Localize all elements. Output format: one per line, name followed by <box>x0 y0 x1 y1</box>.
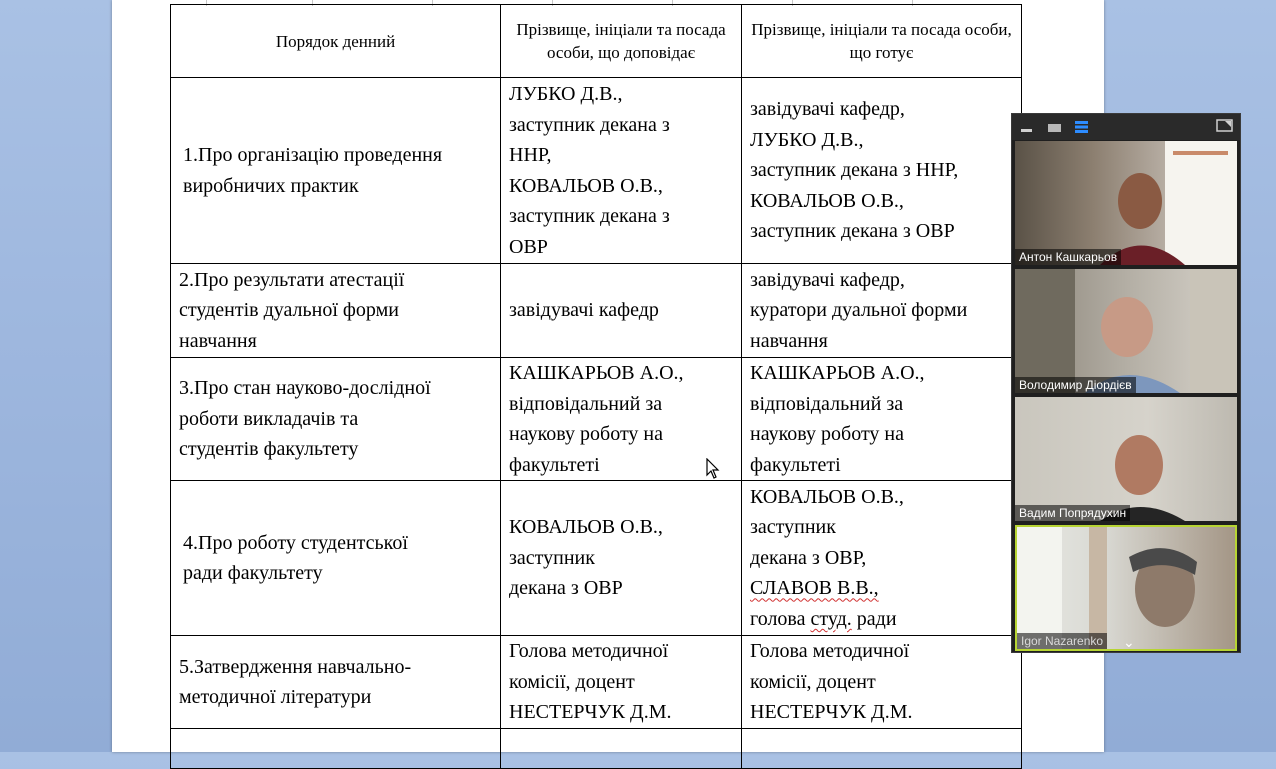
agenda-table <box>170 4 1022 769</box>
preparer-line: декана з ОВР, <box>750 546 867 569</box>
minimize-icon[interactable] <box>1020 123 1034 133</box>
preparer-cell[interactable] <box>742 481 1022 636</box>
participant-tile[interactable] <box>1015 397 1237 521</box>
preparer-line: КОВАЛЬОВ О.В., <box>750 485 904 508</box>
reporter-cell[interactable]: ЛУБКО Д.В., заступник декана з ННР, КОВАЛЬОВ О.В., заступник декана з ОВР <box>501 78 742 264</box>
participant-tile[interactable] <box>1015 141 1237 265</box>
reporter-cell[interactable]: КОВАЛЬОВ О.В., заступник декана з ОВР <box>501 481 742 636</box>
spellcheck-word: СЛАВОВ В.В., <box>750 577 879 600</box>
exit-minimized-icon[interactable] <box>1216 119 1234 133</box>
agenda-cell[interactable]: 4.Про роботу студентської ради факультету <box>171 481 501 636</box>
preparer-cell[interactable]: КАШКАРЬОВ А.О., відповідальний за наукову роботу на факультеті <box>742 358 1022 481</box>
reporter-cell[interactable]: КАШКАРЬОВ А.О., відповідальний за наукову роботу на факультеті <box>501 358 742 481</box>
gallery-toolbar <box>1012 114 1240 140</box>
preparer-line: заступник <box>750 516 836 539</box>
participant-video-icon <box>1015 269 1237 393</box>
single-view-icon[interactable] <box>1047 123 1063 133</box>
reporter-cell[interactable]: Голова методичної комісії, доцент НЕСТЕРЧУК Д.М. <box>501 636 742 729</box>
table-row <box>171 78 1022 264</box>
header-preparer[interactable]: Прізвище, ініціали та посада особи, що готує <box>742 5 1022 78</box>
gallery-view-icon[interactable] <box>1074 120 1090 134</box>
participant-video-icon <box>1015 141 1237 265</box>
preparer-line: голова студ. ради <box>750 607 897 630</box>
table-row <box>171 729 1022 769</box>
agenda-cell[interactable] <box>171 729 501 769</box>
reporter-cell[interactable] <box>501 729 742 769</box>
table-row <box>171 481 1022 636</box>
agenda-cell[interactable]: 5.Затвердження навчально- методичної літератури <box>171 636 501 729</box>
preparer-cell[interactable]: Голова методичної комісії, доцент НЕСТЕРЧУК Д.М. <box>742 636 1022 729</box>
table-row <box>171 636 1022 729</box>
agenda-cell[interactable]: 1.Про організацію проведення виробничих практик <box>171 78 501 264</box>
participant-name: Вадим Попрядухин <box>1015 505 1130 521</box>
header-reporter[interactable]: Прізвище, ініціали та посада особи, що доповідає <box>501 5 742 78</box>
reporter-cell[interactable]: завідувачі кафедр <box>501 264 742 358</box>
preparer-cell[interactable]: завідувачі кафедр, куратори дуальної форми навчання <box>742 264 1022 358</box>
document-page <box>112 0 1104 752</box>
table-header-row <box>171 5 1022 78</box>
participant-name: Igor Nazarenko <box>1017 633 1107 649</box>
preparer-cell[interactable]: завідувачі кафедр, ЛУБКО Д.В., заступник декана з ННР, КОВАЛЬОВ О.В., заступник декана з ОВР <box>742 78 1022 264</box>
participant-name: Володимир Діордієв <box>1015 377 1136 393</box>
mouse-cursor-icon <box>706 458 720 480</box>
header-agenda[interactable]: Порядок денний <box>171 5 501 78</box>
preparer-cell[interactable] <box>742 729 1022 769</box>
participant-video-icon <box>1015 397 1237 521</box>
participant-name: Антон Кашкарьов <box>1015 249 1121 265</box>
video-gallery-panel[interactable] <box>1011 113 1241 653</box>
preparer-line <box>750 573 1013 604</box>
agenda-cell[interactable]: 3.Про стан науково-дослідної роботи викладачів та студентів факультету <box>171 358 501 481</box>
spellcheck-word: студ. <box>810 607 852 630</box>
participant-video-icon <box>1017 527 1235 649</box>
table-row <box>171 358 1022 481</box>
participant-tile[interactable] <box>1015 269 1237 393</box>
participant-tile-active[interactable] <box>1015 525 1237 651</box>
chevron-down-icon[interactable]: ⌄ <box>1123 635 1135 651</box>
table-row <box>171 264 1022 358</box>
agenda-cell[interactable]: 2.Про результати атестації студентів дуальної форми навчання <box>171 264 501 358</box>
